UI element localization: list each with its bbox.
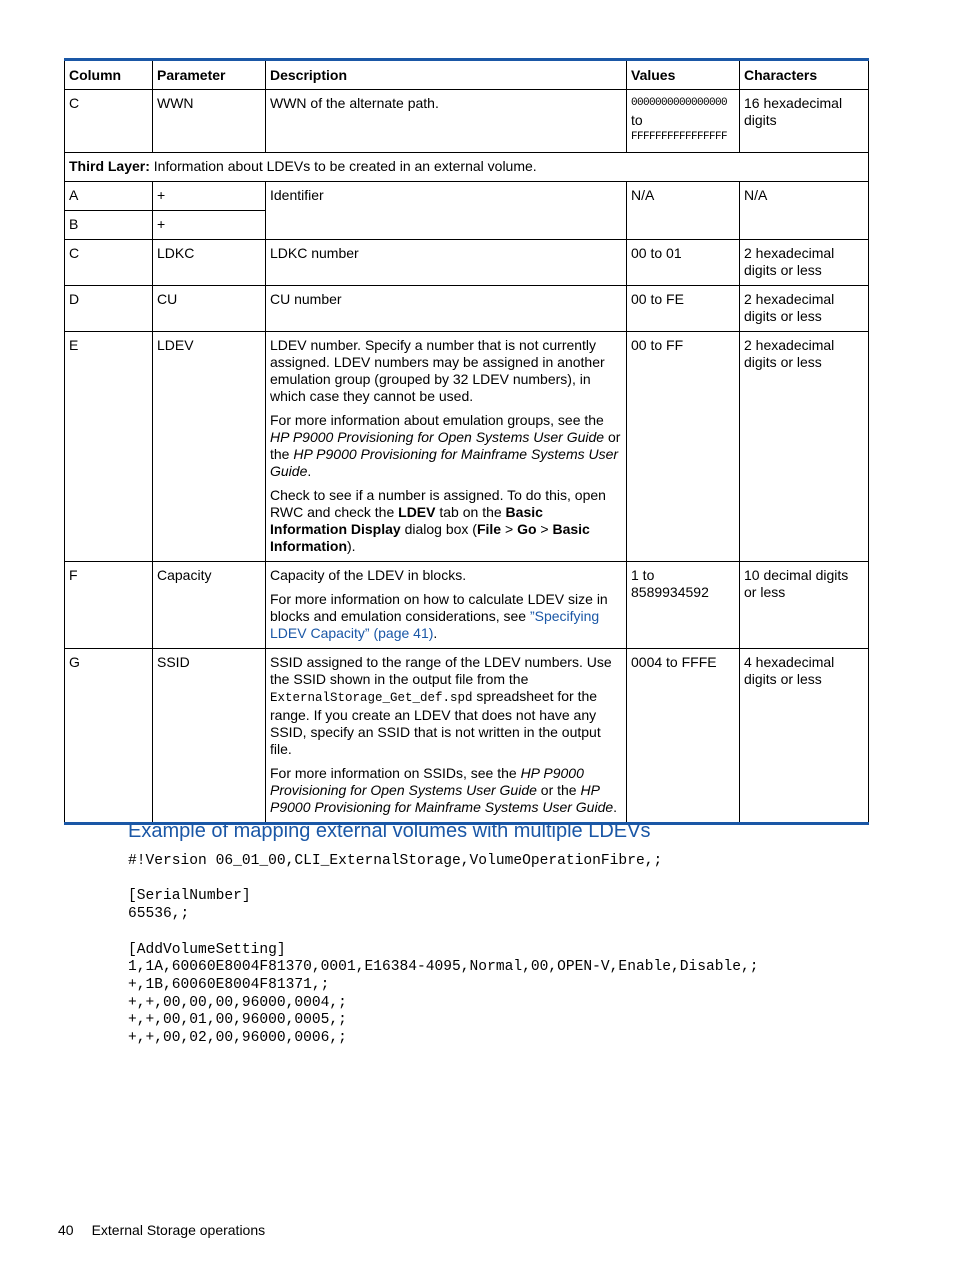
cell-column: E [65,332,153,562]
table-row [65,286,869,332]
text-run: . [433,625,438,641]
cell-values: 1 to 8589934592 [627,562,740,649]
text-run: For more information about emulation groups, see the [270,412,604,428]
text-run: ). [347,538,356,554]
cell-description [266,562,627,649]
mainframe-guide-title: HP P9000 Provisioning for Mainframe Systems User Guide [270,446,619,479]
cell-description: Identifier [266,182,627,240]
example-code-block: #!Version 06_01_00,CLI_ExternalStorage,VolumeOperationFibre,; [SerialNumber] 65536,; [AddVolumeSetting] 1,1A,60060E8004F81370,0001,E16384-4095,Normal,00,OPEN-V,Enable,Disable,; +,1B,60060E8004F81371,; +,+,00,00,00,96000,0004,; +,+,00,01,00,96000,0005,; +,+,00,02,00,96000,0006,; [128,853,759,1047]
menu-basic-information: Basic Information [270,521,590,554]
text-run: Check to see if a number is assigned. To do this, open RWC and check the [270,487,606,520]
ldev-size-paragraph [270,591,622,642]
mainframe-guide-title: HP P9000 Provisioning for Mainframe Systems User Guide [270,782,614,815]
cell-values: 00 to FF [627,332,740,562]
check-assigned-paragraph [270,487,622,555]
cell-characters: 2 hexadecimal digits or less [740,332,869,562]
text-run: . [307,463,312,479]
header-column: Column [65,60,153,90]
header-values: Values [627,60,740,90]
cell-description [266,649,627,824]
header-characters: Characters [740,60,869,90]
capacity-paragraph: Capacity of the LDEV in blocks. [270,567,467,583]
menu-go: Go [517,521,537,537]
spreadsheet-filename: ExternalStorage_Get_def.spd [270,691,473,705]
cell-parameter: CU [153,286,266,332]
text-run: dialog box ( [400,521,477,537]
text-run: tab on the [435,504,506,520]
cell-column: G [65,649,153,824]
text-run: For more information on SSIDs, see the [270,765,521,781]
cell-values: N/A [627,182,740,240]
cell-column: B [65,211,153,240]
cell-column: C [65,240,153,286]
cell-parameter: LDEV [153,332,266,562]
cell-values: 0004 to FFFE [627,649,740,824]
cell-values [627,90,740,153]
text-run: > [536,521,553,537]
cell-parameter: WWN [153,90,266,153]
header-description: Description [266,60,627,90]
cell-characters: 4 hexadecimal digits or less [740,649,869,824]
table-row [65,240,869,286]
section-row [65,153,869,182]
menu-file: File [476,521,502,537]
text-run: SSID assigned to the range of the LDEV numbers. Use the SSID shown in the output file from the [270,654,612,687]
text-run: . [613,799,618,815]
ssid-reference-paragraph [270,765,622,816]
cell-parameter: SSID [153,649,266,824]
text-run: > [501,521,518,537]
cell-values: 00 to 01 [627,240,740,286]
text-run: or the [536,782,581,798]
cell-characters: 2 hexadecimal digits or less [740,240,869,286]
cell-parameter: Capacity [153,562,266,649]
table-header-row [65,60,869,90]
cell-description: LDKC number [266,240,627,286]
cell-parameter: + [153,182,266,211]
cell-characters: 10 decimal digits or less [740,562,869,649]
third-layer-cell [65,153,869,182]
footer-section-title: External Storage operations [91,1222,266,1238]
ldev-description-paragraph: LDEV number. Specify a number that is not currently assigned. LDEV numbers may be assigned in another emulation group (grouped by 32 LDEV numbers), in which case they cannot be used. [270,337,605,404]
cell-parameter: LDKC [153,240,266,286]
cell-characters: N/A [740,182,869,240]
text-run: spreadsheet for the range. If you create an LDEV that does not have any SSID, specify an SSID that is not written in the output file. [270,688,601,757]
cell-description: CU number [266,286,627,332]
open-systems-guide-title: HP P9000 Provisioning for Open Systems User Guide [270,429,605,445]
values-min: 0000000000000000 [631,97,728,109]
cell-column: A [65,182,153,211]
basic-info-dialog-name: Basic Information Display [270,504,543,537]
table-row [65,562,869,649]
emulation-groups-paragraph [270,412,622,480]
values-max: FFFFFFFFFFFFFFFF [631,131,728,143]
table-row [65,649,869,824]
cell-description [266,332,627,562]
table-row [65,182,869,211]
cell-column: C [65,90,153,153]
example-heading: Example of mapping external volumes with multiple LDEVs [128,820,651,842]
cell-values: 00 to FE [627,286,740,332]
cell-column: F [65,562,153,649]
text-run: or the [270,429,621,462]
values-to: to [631,112,643,128]
page-number: 40 [58,1222,74,1238]
cell-column: D [65,286,153,332]
table-row [65,332,869,562]
third-layer-text: Information about LDEVs to be created in an external volume. [149,158,537,174]
ssid-paragraph [270,654,622,758]
text-run: For more information on how to calculate LDEV size in blocks and emulation considerations, see [270,591,608,624]
ldev-tab-name: LDEV [398,504,436,520]
ldev-parameter-table [64,58,869,825]
cell-parameter: + [153,211,266,240]
cell-characters: 2 hexadecimal digits or less [740,286,869,332]
cell-characters: 16 hexadecimal digits [740,90,869,153]
open-systems-guide-title: HP P9000 Provisioning for Open Systems User Guide [270,765,584,798]
third-layer-label: Third Layer: [69,158,150,174]
specifying-ldev-capacity-link[interactable]: ”Specifying LDEV Capacity” (page 41) [270,608,600,641]
header-parameter: Parameter [153,60,266,90]
table-row [65,90,869,153]
page-footer [58,1222,265,1238]
cell-description: WWN of the alternate path. [266,90,627,153]
